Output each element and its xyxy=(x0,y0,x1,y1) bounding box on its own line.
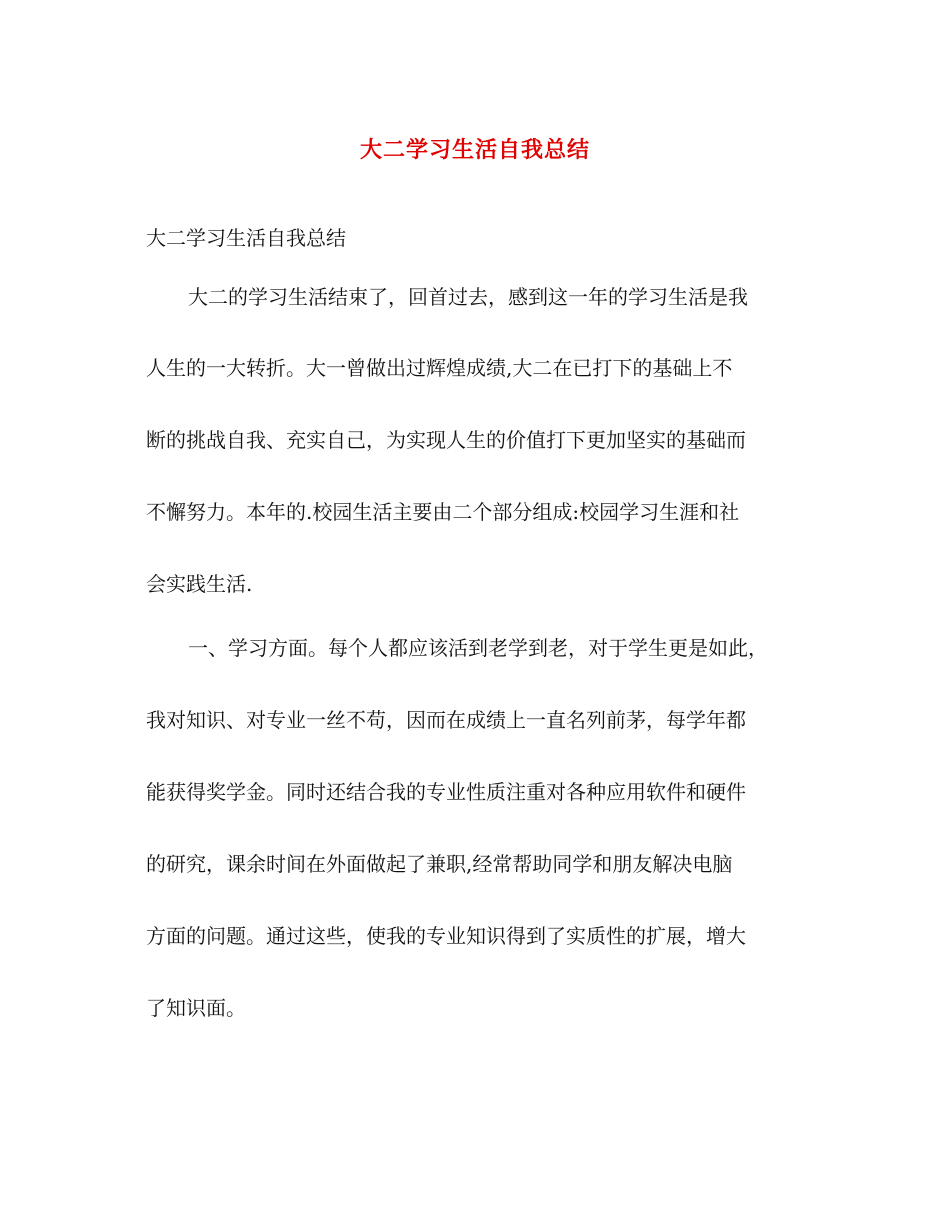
paragraph-line: 人生的一大转折。大一曾做出过辉煌成绩,大二在已打下的基础上不 xyxy=(146,356,733,380)
paragraph-line: 的研究，课余时间在外面做起了兼职,经常帮助同学和朋友解决电脑 xyxy=(146,852,733,876)
paragraph-line: 了知识面。 xyxy=(146,996,246,1020)
paragraph-line: 断的挑战自我、充实自己，为实现人生的价值打下更加坚实的基础而 xyxy=(146,428,746,452)
paragraph-line: 不懈努力。本年的.校园生活主要由二个部分组成:校园学习生涯和社 xyxy=(146,500,740,524)
paragraph-line: 一、学习方面。每个人都应该活到老学到老，对于学生更是如此， xyxy=(188,636,768,660)
paragraph-line: 我对知识、对专业一丝不苟，因而在成绩上一直名列前茅，每学年都 xyxy=(146,708,746,732)
paragraph-line: 方面的问题。通过这些，使我的专业知识得到了实质性的扩展，增大 xyxy=(146,924,746,948)
paragraph-line: 会实践生活. xyxy=(146,572,253,596)
paragraph-line: 能获得奖学金。同时还结合我的专业性质注重对各种应用软件和硬件 xyxy=(146,780,746,804)
document-title: 大二学习生活自我总结 xyxy=(359,137,590,163)
subtitle: 大二学习生活自我总结 xyxy=(146,226,346,250)
paragraph-line: 大二的学习生活结束了，回首过去，感到这一年的学习生活是我 xyxy=(188,285,748,309)
